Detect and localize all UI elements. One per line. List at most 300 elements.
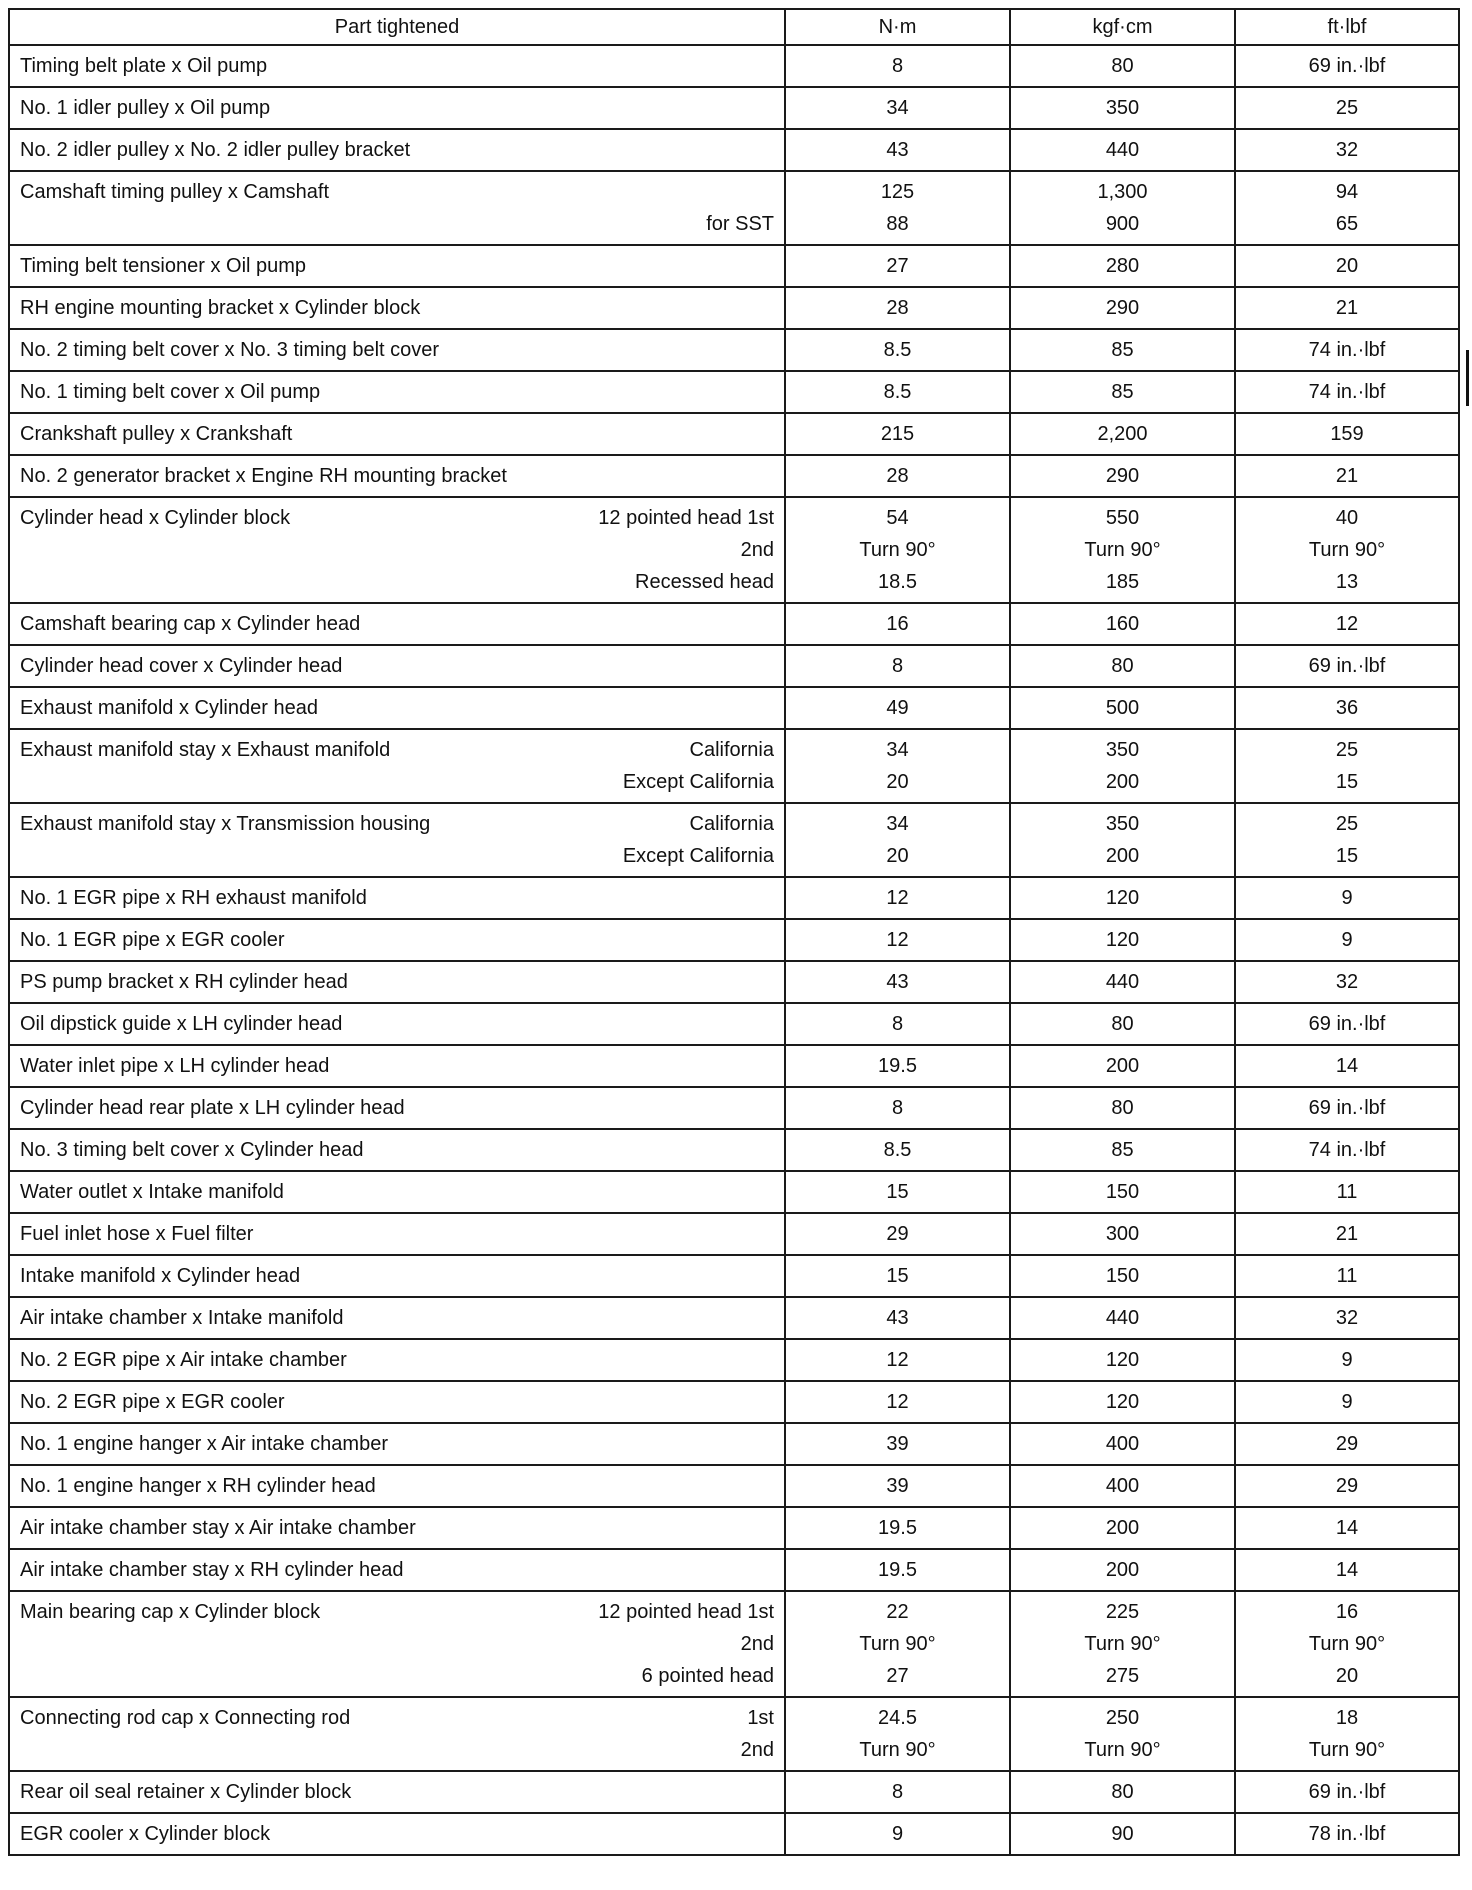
kgf-cell [1010, 1213, 1235, 1255]
ft-value: 94 [1335, 181, 1359, 203]
nm-cell [785, 129, 1010, 171]
kgf-value: 275 [1105, 1665, 1140, 1687]
kgf-cell [1010, 803, 1235, 877]
nm-value: 27 [886, 1665, 909, 1687]
ft-value: 14 [1335, 1055, 1359, 1077]
part-name: Intake manifold x Cylinder head [20, 1265, 301, 1287]
part-name: No. 1 EGR pipe x EGR cooler [20, 929, 285, 951]
ft-cell [1235, 877, 1459, 919]
ft-value: 25 [1335, 813, 1359, 835]
table-row [9, 371, 1459, 413]
part-name: RH engine mounting bracket x Cylinder block [20, 297, 421, 319]
condition-label: 12 pointed head 1st [598, 1601, 774, 1623]
part-line [20, 1176, 774, 1208]
ft-value: 9 [1341, 887, 1353, 909]
kgf-cell [1010, 1549, 1235, 1591]
part-line [20, 882, 774, 914]
ft-value: 20 [1335, 1665, 1359, 1687]
header-ft: ft·lbf [1235, 9, 1459, 45]
part-line [20, 1818, 774, 1850]
nm-cell [785, 603, 1010, 645]
ft-value: 20 [1335, 255, 1359, 277]
nm-cell [785, 729, 1010, 803]
ft-cell [1235, 45, 1459, 87]
part-name: Crankshaft pulley x Crankshaft [20, 423, 293, 445]
nm-value: 12 [886, 929, 909, 951]
kgf-value: 85 [1111, 1139, 1134, 1161]
nm-value: 27 [886, 255, 909, 277]
kgf-cell [1010, 1339, 1235, 1381]
part-line [20, 1554, 774, 1586]
kgf-value: 225 [1105, 1601, 1140, 1623]
part-line [20, 1596, 774, 1628]
part-name: No. 2 EGR pipe x Air intake chamber [20, 1349, 347, 1371]
condition-label: California [689, 739, 774, 761]
part-line [20, 566, 774, 598]
kgf-value: 80 [1111, 55, 1134, 77]
nm-cell [785, 1087, 1010, 1129]
nm-value: 15 [886, 1265, 909, 1287]
table-row [9, 961, 1459, 1003]
kgf-cell [1010, 603, 1235, 645]
part-line [20, 1512, 774, 1544]
kgf-cell [1010, 1813, 1235, 1855]
ft-value: Turn 90° [1308, 1739, 1386, 1761]
part-cell [9, 1771, 785, 1813]
ft-value: 32 [1335, 1307, 1359, 1329]
kgf-value: 2,200 [1097, 423, 1148, 445]
ft-value: 159 [1330, 423, 1364, 445]
part-line [20, 1344, 774, 1376]
part-line [20, 250, 774, 282]
kgf-cell [1010, 245, 1235, 287]
nm-cell [785, 1507, 1010, 1549]
ft-cell [1235, 371, 1459, 413]
ft-value: 11 [1336, 1265, 1358, 1287]
ft-cell [1235, 497, 1459, 603]
table-row [9, 1129, 1459, 1171]
ft-value: 32 [1335, 139, 1359, 161]
kgf-value: 440 [1105, 971, 1140, 993]
kgf-value: Turn 90° [1084, 539, 1161, 561]
nm-value: 34 [886, 739, 909, 761]
kgf-cell [1010, 1171, 1235, 1213]
condition-label: 6 pointed head [641, 1665, 774, 1687]
table-row [9, 1381, 1459, 1423]
part-cell [9, 329, 785, 371]
ft-value: Turn 90° [1308, 539, 1386, 561]
table-row [9, 1697, 1459, 1771]
kgf-value: 280 [1105, 255, 1140, 277]
ft-cell [1235, 1697, 1459, 1771]
nm-cell [785, 455, 1010, 497]
table-row [9, 603, 1459, 645]
ft-cell [1235, 413, 1459, 455]
nm-cell [785, 1771, 1010, 1813]
ft-cell [1235, 455, 1459, 497]
part-line [20, 92, 774, 124]
kgf-value: 150 [1105, 1265, 1140, 1287]
nm-value: 9 [891, 1823, 904, 1845]
kgf-cell [1010, 455, 1235, 497]
part-name: Timing belt plate x Oil pump [20, 55, 268, 77]
ft-cell [1235, 1213, 1459, 1255]
ft-value: 69 in.·lbf [1308, 1013, 1386, 1035]
part-name: EGR cooler x Cylinder block [20, 1823, 271, 1845]
part-line [20, 534, 774, 566]
ft-value: 14 [1335, 1517, 1359, 1539]
ft-cell [1235, 1549, 1459, 1591]
part-line [20, 334, 774, 366]
kgf-value: 440 [1105, 1307, 1140, 1329]
part-cell [9, 1339, 785, 1381]
nm-value: 15 [886, 1181, 909, 1203]
nm-value: 8 [891, 655, 904, 677]
table-row [9, 1297, 1459, 1339]
nm-cell [785, 371, 1010, 413]
part-line [20, 418, 774, 450]
ft-cell [1235, 1423, 1459, 1465]
part-line [20, 924, 774, 956]
part-line [20, 1776, 774, 1808]
ft-value: 9 [1341, 1391, 1353, 1413]
part-line [20, 1134, 774, 1166]
part-cell [9, 371, 785, 413]
kgf-value: 500 [1105, 697, 1140, 719]
kgf-value: 290 [1105, 297, 1140, 319]
condition-label: 12 pointed head 1st [598, 507, 774, 529]
ft-cell [1235, 1381, 1459, 1423]
nm-value: 8 [891, 55, 904, 77]
nm-value: 16 [886, 613, 909, 635]
kgf-value: 85 [1111, 381, 1134, 403]
ft-cell [1235, 645, 1459, 687]
kgf-value: 400 [1105, 1433, 1140, 1455]
part-line [20, 460, 774, 492]
part-line [20, 1302, 774, 1334]
part-name: Oil dipstick guide x LH cylinder head [20, 1013, 343, 1035]
part-cell [9, 129, 785, 171]
part-name: Cylinder head cover x Cylinder head [20, 655, 343, 677]
ft-value: 74 in.·lbf [1308, 381, 1386, 403]
part-name: Rear oil seal retainer x Cylinder block [20, 1781, 352, 1803]
part-cell [9, 245, 785, 287]
part-line [20, 1218, 774, 1250]
part-line [20, 376, 774, 408]
table-row [9, 1045, 1459, 1087]
condition-label: 2nd [740, 1633, 774, 1655]
nm-cell [785, 171, 1010, 245]
ft-cell [1235, 287, 1459, 329]
kgf-value: 80 [1111, 655, 1134, 677]
ft-value: 29 [1335, 1475, 1359, 1497]
kgf-cell [1010, 1129, 1235, 1171]
ft-cell [1235, 1591, 1459, 1697]
part-line [20, 1050, 774, 1082]
kgf-cell [1010, 961, 1235, 1003]
kgf-cell [1010, 687, 1235, 729]
ft-cell [1235, 171, 1459, 245]
table-row [9, 413, 1459, 455]
nm-value: 28 [886, 297, 909, 319]
condition-label: 2nd [740, 539, 774, 561]
part-name: Air intake chamber x Intake manifold [20, 1307, 344, 1329]
kgf-value: 350 [1105, 813, 1140, 835]
part-name: Air intake chamber stay x Air intake chamber [20, 1517, 416, 1539]
ft-value: 74 in.·lbf [1308, 1139, 1386, 1161]
nm-cell [785, 645, 1010, 687]
nm-value: 12 [886, 887, 909, 909]
ft-value: 36 [1335, 697, 1359, 719]
ft-value: 78 in.·lbf [1308, 1823, 1386, 1845]
part-cell [9, 961, 785, 1003]
part-cell [9, 497, 785, 603]
nm-value: 34 [886, 97, 909, 119]
table-row [9, 1255, 1459, 1297]
condition-label: Except California [622, 845, 774, 867]
kgf-value: 80 [1111, 1781, 1134, 1803]
table-row [9, 129, 1459, 171]
kgf-cell [1010, 1255, 1235, 1297]
kgf-value: 200 [1105, 1517, 1140, 1539]
kgf-value: 200 [1105, 845, 1140, 867]
ft-value: 25 [1335, 97, 1359, 119]
part-line [20, 50, 774, 82]
part-line [20, 1702, 774, 1734]
part-name: No. 1 EGR pipe x RH exhaust manifold [20, 887, 367, 909]
ft-value: 11 [1336, 1181, 1358, 1203]
kgf-cell [1010, 1297, 1235, 1339]
nm-cell [785, 1213, 1010, 1255]
ft-value: 9 [1341, 1349, 1353, 1371]
nm-cell [785, 1003, 1010, 1045]
part-line [20, 208, 774, 240]
condition-label: Recessed head [635, 571, 774, 593]
part-name: No. 2 generator bracket x Engine RH mounting bracket [20, 465, 507, 487]
nm-cell [785, 1813, 1010, 1855]
ft-value: 69 in.·lbf [1308, 55, 1386, 77]
part-cell [9, 1423, 785, 1465]
nm-value: 29 [886, 1223, 909, 1245]
kgf-cell [1010, 329, 1235, 371]
kgf-value: Turn 90° [1084, 1739, 1161, 1761]
nm-value: 54 [886, 507, 909, 529]
ft-cell [1235, 1771, 1459, 1813]
nm-value: Turn 90° [859, 1633, 936, 1655]
part-name: Water inlet pipe x LH cylinder head [20, 1055, 330, 1077]
kgf-value: 200 [1105, 1055, 1140, 1077]
kgf-cell [1010, 1591, 1235, 1697]
nm-cell [785, 1045, 1010, 1087]
part-line [20, 1386, 774, 1418]
part-name: Main bearing cap x Cylinder block [20, 1601, 321, 1623]
kgf-value: 350 [1105, 739, 1140, 761]
ft-value: 21 [1335, 465, 1359, 487]
nm-value: 43 [886, 139, 909, 161]
kgf-value: 250 [1105, 1707, 1140, 1729]
nm-cell [785, 497, 1010, 603]
nm-value: 8.5 [883, 339, 912, 361]
table-row [9, 1507, 1459, 1549]
nm-value: 24.5 [878, 1707, 917, 1729]
part-cell [9, 287, 785, 329]
part-line [20, 840, 774, 872]
part-cell [9, 1549, 785, 1591]
part-cell [9, 413, 785, 455]
nm-value: Turn 90° [859, 1739, 936, 1761]
part-cell [9, 455, 785, 497]
nm-value: 49 [886, 697, 909, 719]
part-name: No. 1 engine hanger x Air intake chamber [20, 1433, 388, 1455]
ft-cell [1235, 803, 1459, 877]
part-cell [9, 45, 785, 87]
kgf-value: 80 [1111, 1097, 1134, 1119]
part-cell [9, 1697, 785, 1771]
nm-cell [785, 877, 1010, 919]
nm-cell [785, 803, 1010, 877]
ft-cell [1235, 1339, 1459, 1381]
kgf-value: 120 [1105, 1349, 1140, 1371]
part-line [20, 650, 774, 682]
part-cell [9, 1087, 785, 1129]
part-line [20, 1428, 774, 1460]
nm-value: Turn 90° [859, 539, 936, 561]
part-cell [9, 877, 785, 919]
part-cell [9, 1213, 785, 1255]
ft-cell [1235, 1465, 1459, 1507]
table-row [9, 1465, 1459, 1507]
ft-value: 29 [1335, 1433, 1359, 1455]
nm-cell [785, 1255, 1010, 1297]
table-row [9, 1087, 1459, 1129]
ft-cell [1235, 87, 1459, 129]
nm-value: 12 [886, 1349, 909, 1371]
nm-cell [785, 87, 1010, 129]
ft-value: 25 [1335, 739, 1359, 761]
table-body [9, 45, 1459, 1855]
part-line [20, 1628, 774, 1660]
nm-cell [785, 961, 1010, 1003]
kgf-value: 290 [1105, 465, 1140, 487]
part-name: No. 1 timing belt cover x Oil pump [20, 381, 321, 403]
nm-cell [785, 1549, 1010, 1591]
part-line [20, 134, 774, 166]
part-name: PS pump bracket x RH cylinder head [20, 971, 348, 993]
table-row [9, 1339, 1459, 1381]
kgf-value: 300 [1105, 1223, 1140, 1245]
part-line [20, 766, 774, 798]
nm-cell [785, 1297, 1010, 1339]
ft-cell [1235, 1255, 1459, 1297]
table-row [9, 729, 1459, 803]
part-name: Camshaft bearing cap x Cylinder head [20, 613, 361, 635]
table-row [9, 45, 1459, 87]
kgf-value: 200 [1105, 771, 1140, 793]
part-line [20, 1092, 774, 1124]
part-line [20, 502, 774, 534]
kgf-cell [1010, 371, 1235, 413]
nm-value: 8 [891, 1097, 904, 1119]
nm-cell [785, 287, 1010, 329]
kgf-cell [1010, 1423, 1235, 1465]
kgf-value: 160 [1105, 613, 1140, 635]
nm-value: 8.5 [883, 1139, 912, 1161]
part-name: Exhaust manifold stay x Transmission housing [20, 813, 431, 835]
table-row [9, 1423, 1459, 1465]
part-cell [9, 803, 785, 877]
table-row [9, 1591, 1459, 1697]
part-cell [9, 1129, 785, 1171]
part-name: Exhaust manifold stay x Exhaust manifold [20, 739, 391, 761]
table-row [9, 1771, 1459, 1813]
kgf-value: 185 [1105, 571, 1140, 593]
header-nm: N·m [785, 9, 1010, 45]
kgf-value: 90 [1111, 1823, 1134, 1845]
header-part: Part tightened [9, 9, 785, 45]
table-row [9, 455, 1459, 497]
part-line [20, 1260, 774, 1292]
part-name: Camshaft timing pulley x Camshaft [20, 181, 330, 203]
nm-value: 88 [886, 213, 909, 235]
nm-value: 19.5 [878, 1055, 917, 1077]
part-cell [9, 1813, 785, 1855]
nm-cell [785, 45, 1010, 87]
ft-cell [1235, 603, 1459, 645]
kgf-cell [1010, 1465, 1235, 1507]
part-cell [9, 1507, 785, 1549]
part-line [20, 176, 774, 208]
ft-value: 21 [1335, 1223, 1359, 1245]
part-name: No. 2 timing belt cover x No. 3 timing belt cover [20, 339, 440, 361]
kgf-cell [1010, 1771, 1235, 1813]
ft-cell [1235, 1087, 1459, 1129]
table-row [9, 1549, 1459, 1591]
condition-label: for SST [706, 213, 774, 235]
kgf-value: 440 [1105, 139, 1140, 161]
table-row [9, 1813, 1459, 1855]
kgf-value: 120 [1105, 1391, 1140, 1413]
page-margin-mark [1466, 350, 1469, 406]
kgf-value: 120 [1105, 887, 1140, 909]
part-cell [9, 87, 785, 129]
ft-value: 74 in.·lbf [1308, 339, 1386, 361]
nm-cell [785, 1339, 1010, 1381]
kgf-value: 200 [1105, 1559, 1140, 1581]
table-row [9, 87, 1459, 129]
nm-cell [785, 329, 1010, 371]
part-cell [9, 1297, 785, 1339]
part-name: Cylinder head rear plate x LH cylinder head [20, 1097, 405, 1119]
ft-value: 12 [1335, 613, 1359, 635]
part-cell [9, 645, 785, 687]
ft-cell [1235, 1507, 1459, 1549]
header-row [9, 9, 1459, 45]
part-line [20, 808, 774, 840]
ft-value: 32 [1335, 971, 1359, 993]
table-row [9, 687, 1459, 729]
table-row [9, 287, 1459, 329]
nm-cell [785, 1465, 1010, 1507]
nm-cell [785, 1171, 1010, 1213]
table-row [9, 877, 1459, 919]
condition-label: 1st [747, 1707, 774, 1729]
kgf-cell [1010, 413, 1235, 455]
nm-value: 8.5 [883, 381, 912, 403]
part-line [20, 692, 774, 724]
ft-value: 14 [1335, 1559, 1359, 1581]
table-row [9, 803, 1459, 877]
kgf-value: 350 [1105, 97, 1140, 119]
